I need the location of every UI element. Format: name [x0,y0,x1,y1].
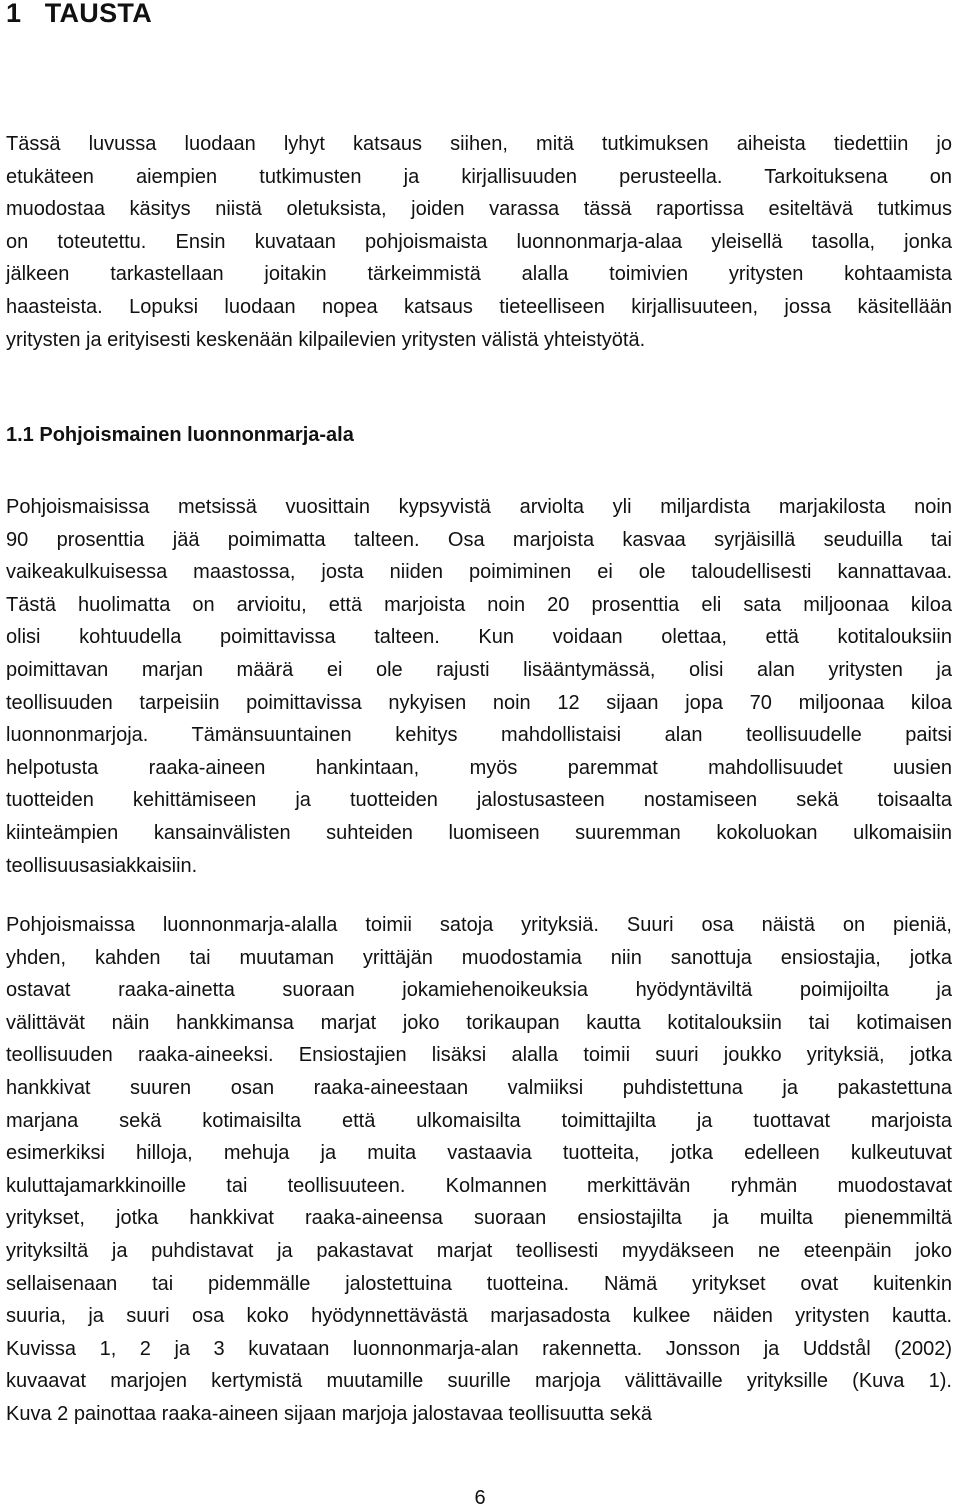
text-line: yritysten ja erityisesti keskenään kilpailevien yritysten välistä yhteistyötä. [6,328,646,351]
text-line: etukäteen aiempien tutkimusten ja kirjallisuuden perusteella. Tarkoituksena on [6,165,952,188]
text-line: on toteutettu. Ensin kuvataan pohjoismaista luonnonmarja-alaa yleisellä tasolla, jonka [6,230,952,253]
industry-structure-paragraph [6,909,952,1431]
text-line: yrityksiltä ja puhdistavat ja pakastavat marjat teollisesti myydäkseen ne eteenpäin joko [6,1239,952,1262]
text-line: esimerkiksi hilloja, mehuja ja muita vastaavia tuotteita, jotka edelleen kulkeutuvat [6,1142,952,1165]
text-line: yritykset, jotka hankkivat raaka-aineensa suoraan ensiostajilta ja muilta pienemmiltä [6,1207,952,1230]
text-line: kuvaavat marjojen kertymistä muutamille suurille marjoja välittävaille yrityksille (Kuva 1). [6,1370,952,1393]
intro-paragraph [6,128,952,356]
text-line: suuria, ja suuri osa koko hyödynnettävästä marjasadosta kulkee näiden yritysten kautta. [6,1305,952,1328]
text-line: ostavat raaka-ainetta suoraan jokamiehenoikeuksia hyödyntäviltä poimijoilta ja [6,979,952,1002]
text-line: vaikeakulkuisessa maastossa, josta niiden poimiminen ei ole taloudellisesti kannattavaa. [6,561,952,584]
text-line: olisi kohtuudella poimittavissa talteen. Kun voidaan olettaa, että kotitalouksiin [6,626,952,649]
text-line: Pohjoismaissa luonnonmarja-alalla toimii satoja yrityksiä. Suuri osa näistä on pieniä, [6,914,952,936]
text-line: teollisuusasiakkaisiin. [6,854,198,877]
text-line: kuluttajamarkkinoille tai teollisuuteen. Kolmannen merkittävän ryhmän muodostavat [6,1174,952,1197]
text-line: tuotteiden kehittämiseen ja tuotteiden jalostusasteen nostamiseen sekä toisaalta [6,789,952,812]
text-line: teollisuuden tarpeisiin poimittavissa nykyisen noin 12 sijaan jopa 70 miljoonaa kiloa [6,691,952,714]
text-line: hankkivat suuren osan raaka-aineestaan valmiiksi puhdistettuna ja pakastettuna [6,1076,952,1099]
text-line: haasteista. Lopuksi luodaan nopea katsaus tieteelliseen kirjallisuuteen, jossa käsitellään [6,295,952,318]
text-line: muodostaa käsitys niistä oletuksista, joiden varassa tässä raportissa esiteltävä tutkimus [6,198,952,221]
text-line: teollisuuden raaka-aineeksi. Ensiostajien lisäksi alalla toimii suuri joukko yrityksiä, jotka [6,1044,952,1067]
text-line: välittävät näin hankkimansa marjat joko torikaupan kautta kotitalouksiin tai kotimaisen [6,1011,952,1034]
text-line: Tästä huolimatta on arvioitu, että marjoista noin 20 prosenttia eli sata miljoonaa kiloa [6,593,952,616]
text-line: helpotusta raaka-aineen hankintaan, myös paremmat mahdollisuudet uusien [6,756,952,779]
section-heading: 1.1 Pohjoismainen luonnonmarja-ala [6,424,354,446]
text-line: Tässä luvussa luodaan lyhyt katsaus siihen, mitä tutkimuksen aiheista tiedettiin jo [6,133,952,155]
text-line: marjana sekä kotimaisilta että ulkomaisilta toimittajilta ja tuottavat marjoista [6,1109,952,1132]
berry-harvest-paragraph [6,491,952,882]
text-line: sellaisenaan tai pidemmälle jalostettuina tuotteina. Nämä yritykset ovat kuitenkin [6,1272,952,1295]
chapter-heading: 1 TAUSTA [6,0,153,28]
text-line: jälkeen tarkastellaan joitakin tärkeimmistä alalla toimivien yritysten kohtaamista [6,263,952,286]
text-line: Kuvissa 1, 2 ja 3 kuvataan luonnonmarja-alan rakennetta. Jonsson ja Uddstål (2002) [6,1337,952,1360]
text-line: poimittavan marjan määrä ei ole rajusti lisääntymässä, olisi alan yritysten ja [6,658,952,681]
text-line: Pohjoismaisissa metsissä vuosittain kypsyvistä arviolta yli miljardista marjakilosta noin [6,496,952,518]
text-line: 90 prosenttia jää poimimatta talteen. Osa marjoista kasvaa syrjäisillä seuduilla tai [6,528,952,551]
text-line: Kuva 2 painottaa raaka-aineen sijaan marjoja jalostavaa teollisuutta sekä [6,1402,652,1425]
text-line: yhden, kahden tai muutaman yrittäjän muodostamia niin sanottuja ensiostajia, jotka [6,946,952,969]
page-number: 6 [474,1487,486,1509]
text-line: luonnonmarjoja. Tämänsuuntainen kehitys mahdollistaisi alan teollisuudelle paitsi [6,724,952,747]
text-line: kiinteämpien kansainvälisten suhteiden luomiseen suuremman kokoluokan ulkomaisiin [6,821,952,844]
